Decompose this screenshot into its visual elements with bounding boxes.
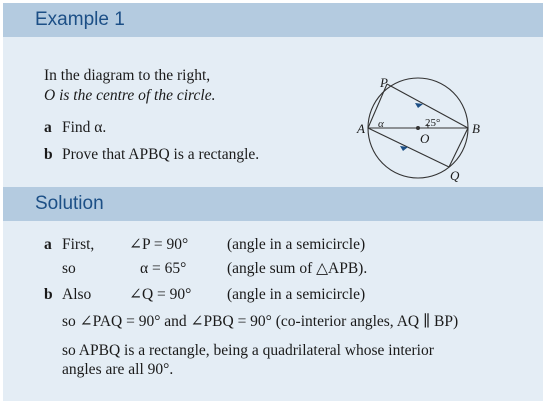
solution-line3-expr: ∠Q = 90° — [129, 286, 192, 303]
solution-header — [3, 187, 543, 221]
label-q: Q — [450, 168, 460, 183]
solution-line2-expr: α = 65° — [140, 260, 187, 277]
solution-line4: so ∠PAQ = 90° and ∠PBQ = 90° (co-interior angles, AQ ∥ BP) — [62, 313, 459, 330]
solution-b-label: b — [44, 286, 53, 303]
label-p: P — [380, 75, 388, 90]
solution-line3-reason: (angle in a semicircle) — [227, 286, 366, 303]
solution-line2-lead: so — [62, 260, 76, 277]
part-b-text: Prove that APBQ is a rectangle. — [62, 146, 260, 163]
part-a-text: Find α. — [62, 119, 107, 136]
example-header — [3, 3, 543, 37]
label-a: A — [357, 121, 365, 136]
example-title: Example 1 — [35, 9, 125, 30]
part-a-label: a — [44, 119, 52, 136]
solution-line1-expr: ∠P = 90° — [129, 236, 189, 253]
solution-line3-lead: Also — [62, 286, 92, 303]
label-alpha: α — [378, 118, 384, 130]
solution-line1-lead: First, — [62, 236, 95, 253]
part-b-label: b — [44, 146, 53, 163]
circle-diagram — [353, 75, 503, 185]
label-o: O — [420, 131, 430, 146]
solution-line2-reason: (angle sum of △APB). — [227, 260, 368, 277]
solution-title: Solution — [35, 193, 104, 214]
intro-line-1: In the diagram to the right, — [44, 67, 211, 84]
centre-point — [416, 126, 420, 130]
chord-qb — [449, 128, 468, 167]
label-b: B — [472, 121, 480, 136]
parallel-arrow-pb — [415, 103, 423, 108]
intro-line-2: O is the centre of the circle. — [44, 87, 216, 104]
solution-a-label: a — [44, 236, 52, 253]
label-angle-25: 25° — [425, 117, 441, 129]
example-box — [3, 3, 543, 401]
solution-line5: so APBQ is a rectangle, being a quadrilateral whose interior — [62, 342, 434, 359]
solution-line1-reason: (angle in a semicircle) — [227, 236, 366, 253]
solution-line6: angles are all 90°. — [62, 361, 174, 378]
